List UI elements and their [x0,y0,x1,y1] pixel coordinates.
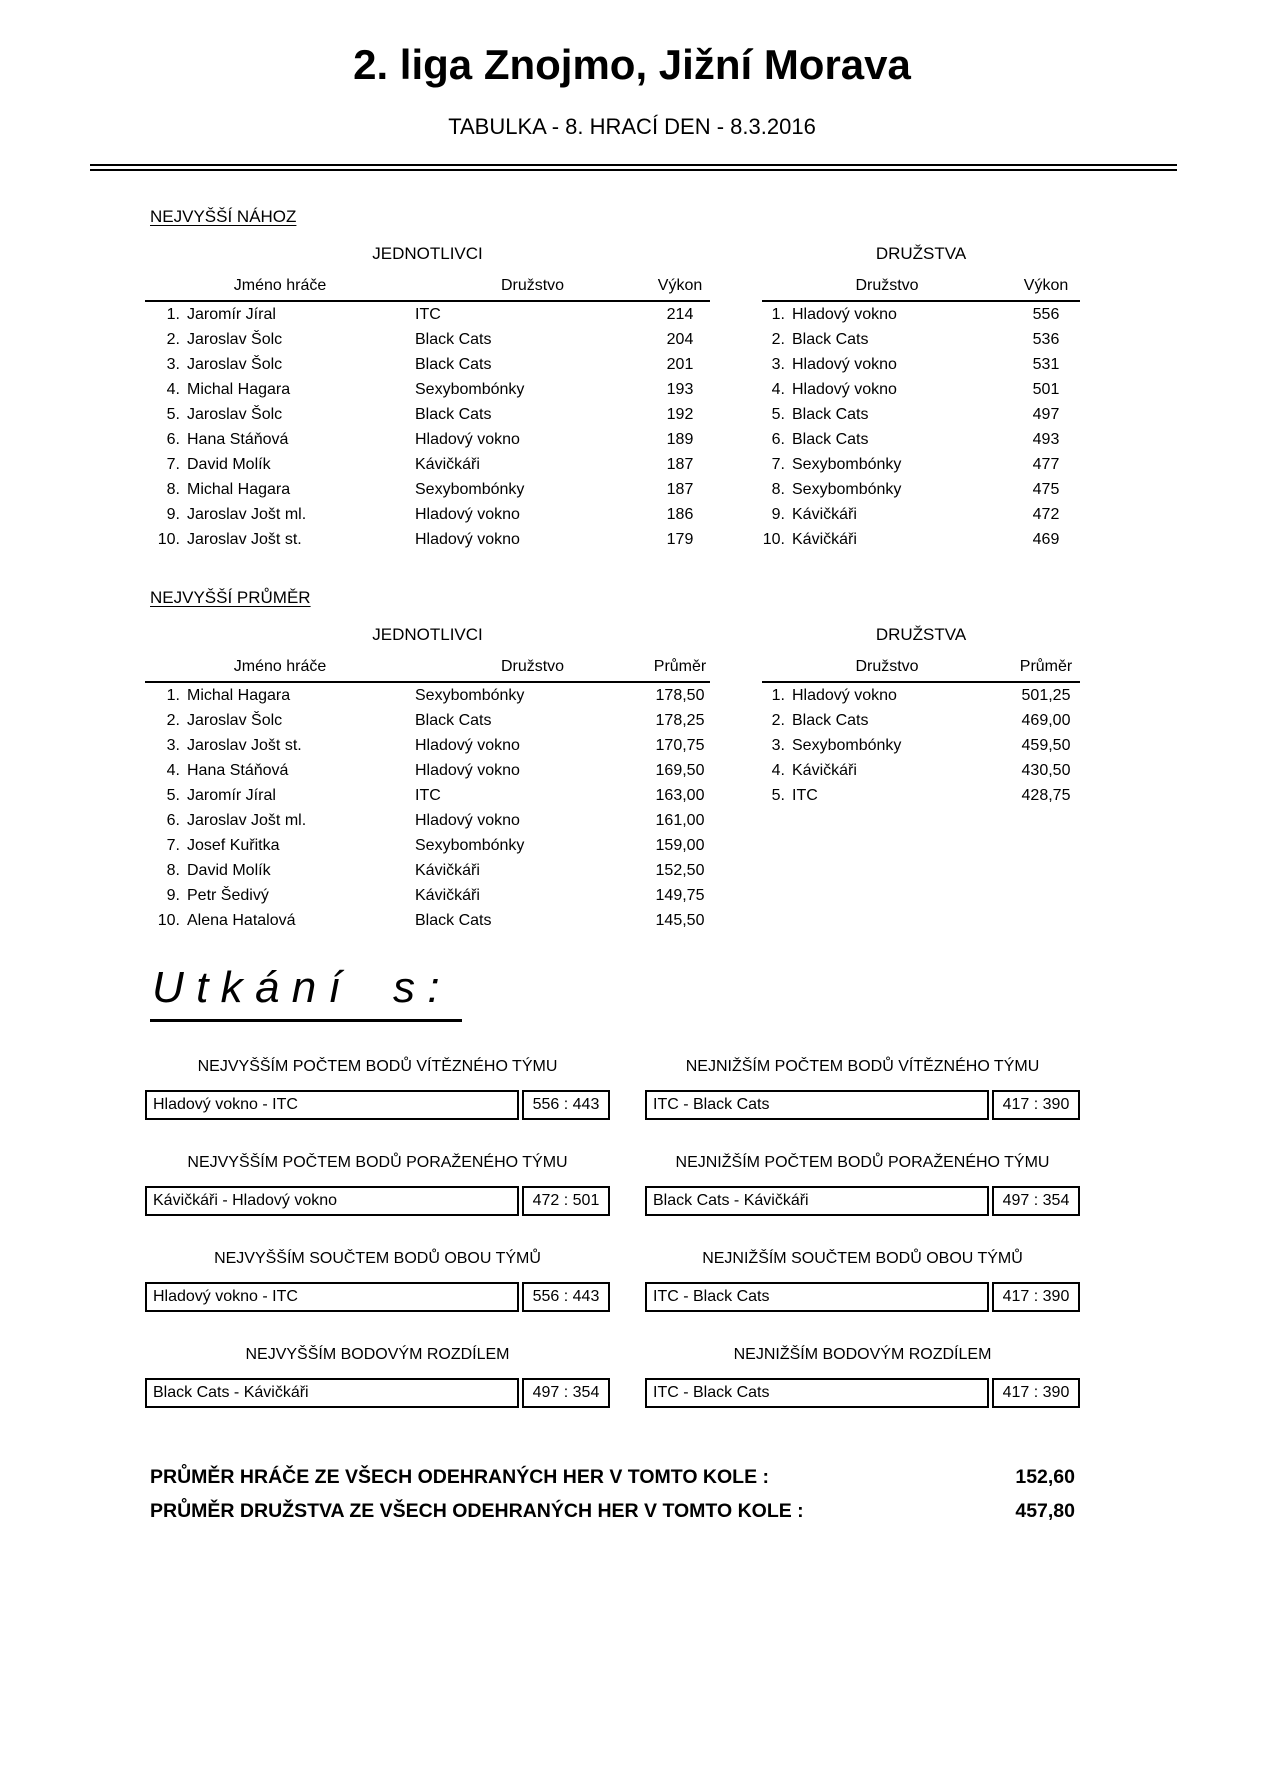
match-pair: ITC - Black Cats [645,1282,989,1312]
value-cell: 497 [1032,405,1060,423]
rank-cell: 6. [771,430,785,448]
match-score: 417 : 390 [992,1378,1080,1408]
prumer-teams-table [762,658,1080,808]
table-row [145,733,710,758]
rank-cell: 4. [771,380,785,398]
table-row [145,808,710,833]
team-cell: Kávičkáři [792,505,857,523]
player-name-cell: Michal Hagara [187,480,291,498]
value-cell: 178,25 [655,711,705,729]
match-label: NEJNIŽŠÍM SOUČTEM BODŮ OBOU TÝMŮ [702,1250,1023,1268]
value-cell: 187 [666,480,694,498]
rank-cell: 10. [157,530,180,548]
match-box [645,1090,1080,1120]
value-cell: 149,75 [655,886,705,904]
column-header-value: Průměr [650,658,710,682]
team-cell: Sexybombónky [415,836,525,854]
player-name-cell: Michal Hagara [187,380,291,398]
prumer-individuals-block [145,608,710,933]
value-cell: 469,00 [1021,711,1071,729]
table-row [145,833,710,858]
rank-cell: 1. [166,305,180,323]
value-cell: 459,50 [1021,736,1071,754]
team-cell: Hladový vokno [792,305,897,323]
column-header-team: Družstvo [415,658,650,682]
rank-cell: 5. [771,405,785,423]
content [145,207,1080,1528]
table-row [145,477,710,502]
table-row [145,908,710,933]
match-item [645,1058,1080,1120]
nahoz-individuals-block [145,227,710,552]
team-cell: Black Cats [415,711,492,729]
table-header-row [762,277,1080,301]
summary-label: PRŮMĚR DRUŽSTVA ZE VŠECH ODEHRANÝCH HER V TOMTO KOLE : [150,1500,804,1523]
player-name-cell: Josef Kuřitka [187,836,280,854]
match-label: NEJNIŽŠÍM POČTEM BODŮ VÍTĚZNÉHO TÝMU [685,1058,1040,1076]
rank-cell: 6. [166,811,180,829]
match-score: 556 : 443 [522,1282,610,1312]
team-cell: Black Cats [415,355,492,373]
player-name-cell: Jaroslav Šolc [187,355,283,373]
table-row [762,427,1080,452]
table-header-row [145,277,710,301]
value-cell: 159,00 [655,836,705,854]
team-cell: Black Cats [792,430,869,448]
team-cell: Hladový vokno [415,761,520,779]
match-score: 497 : 354 [522,1378,610,1408]
team-cell: Sexybombónky [792,736,902,754]
column-header-player: Jméno hráče [145,277,415,301]
value-cell: 475 [1032,480,1060,498]
table-row [145,301,710,327]
player-name-cell: Jaroslav Šolc [187,330,283,348]
player-name-cell: Jaromír Jíral [187,305,276,323]
match-box [145,1378,610,1408]
value-cell: 186 [666,505,694,523]
team-cell: Black Cats [792,405,869,423]
player-name-cell: Jaromír Jíral [187,786,276,804]
column-header-team: Družstvo [415,277,650,301]
table-row [762,783,1080,808]
rank-cell: 8. [166,480,180,498]
value-cell: 469 [1032,530,1060,548]
table-row [762,477,1080,502]
team-cell: Hladový vokno [415,736,520,754]
value-cell: 189 [666,430,694,448]
nahoz-teams-table [762,277,1080,552]
column-header-team: Družstvo [762,658,1012,682]
table-row [145,858,710,883]
table-row [762,452,1080,477]
matches-grid [145,1058,1080,1408]
team-cell: Kávičkáři [792,530,857,548]
team-cell: Kávičkáři [792,761,857,779]
value-cell: 493 [1032,430,1060,448]
table-row [762,527,1080,552]
table-row [145,402,710,427]
page-title: 2. liga Znojmo, Jižní Morava [353,41,911,88]
table-header-row [762,658,1080,682]
table-title-teams: DRUŽSTVA [875,244,967,264]
rank-cell: 7. [166,836,180,854]
team-cell: ITC [792,786,818,804]
value-cell: 179 [666,530,694,548]
match-item [645,1346,1080,1408]
player-name-cell: Alena Hatalová [187,911,296,929]
table-title-individuals: JEDNOTLIVCI [372,244,483,264]
rank-cell: 1. [771,686,785,704]
table-row [145,758,710,783]
table-row [762,327,1080,352]
team-cell: Kávičkáři [415,861,480,879]
team-cell: Sexybombónky [415,686,525,704]
table-row [145,327,710,352]
value-cell: 170,75 [655,736,705,754]
value-cell: 214 [666,305,694,323]
team-cell: Kávičkáři [415,886,480,904]
table-row [762,682,1080,708]
rank-cell: 5. [166,405,180,423]
prumer-tables [145,608,1080,933]
rank-cell: 4. [166,380,180,398]
table-header-row [145,658,710,682]
section-heading-nahoz: NEJVYŠŠÍ NÁHOZ [150,207,297,227]
summary-value: 152,60 [1015,1466,1075,1489]
team-cell: Hladový vokno [415,811,520,829]
match-label: NEJVYŠŠÍM POČTEM BODŮ VÍTĚZNÉHO TÝMU [197,1058,558,1076]
match-score: 497 : 354 [992,1186,1080,1216]
table-row [145,527,710,552]
rank-cell: 3. [166,736,180,754]
nahoz-teams-block [762,227,1080,552]
summary-label: PRŮMĚR HRÁČE ZE VŠECH ODEHRANÝCH HER V TOMTO KOLE : [150,1466,769,1489]
match-label: NEJVYŠŠÍM SOUČTEM BODŮ OBOU TÝMŮ [214,1250,541,1268]
match-score: 472 : 501 [522,1186,610,1216]
nahoz-individuals-table [145,277,710,552]
rank-cell: 3. [771,355,785,373]
value-cell: 556 [1032,305,1060,323]
match-item [145,1058,610,1120]
player-name-cell: Petr Šedivý [187,886,269,904]
match-score: 417 : 390 [992,1282,1080,1312]
column-header-value: Průměr [1012,658,1080,682]
value-cell: 152,50 [655,861,705,879]
table-row [145,708,710,733]
player-name-cell: Jaroslav Šolc [187,711,283,729]
value-cell: 501,25 [1021,686,1071,704]
table-row [145,452,710,477]
table-row [145,783,710,808]
rank-cell: 2. [166,330,180,348]
match-pair: ITC - Black Cats [645,1378,989,1408]
value-cell: 161,00 [655,811,705,829]
player-name-cell: Hana Stáňová [187,430,289,448]
team-cell: Sexybombónky [792,455,902,473]
table-row [762,758,1080,783]
match-item [145,1250,610,1312]
rank-cell: 9. [771,505,785,523]
match-pair: Hladový vokno - ITC [145,1090,519,1120]
table-row [145,502,710,527]
summary-line [145,1494,1075,1528]
player-name-cell: Michal Hagara [187,686,291,704]
page-subtitle: TABULKA - 8. HRACÍ DEN - 8.3.2016 [448,114,816,140]
match-item [645,1250,1080,1312]
match-box [645,1378,1080,1408]
team-cell: Hladový vokno [792,686,897,704]
match-pair: Black Cats - Kávičkáři [145,1378,519,1408]
summary-line [145,1460,1075,1494]
team-cell: ITC [415,786,441,804]
nahoz-tables [145,227,1080,552]
rank-cell: 2. [771,711,785,729]
team-cell: Hladový vokno [415,430,520,448]
summary-value: 457,80 [1015,1500,1075,1523]
rank-cell: 10. [762,530,785,548]
prumer-teams-block [762,608,1080,808]
team-cell: Black Cats [415,405,492,423]
player-name-cell: Jaroslav Jošt st. [187,530,302,548]
column-header-player: Jméno hráče [145,658,415,682]
team-cell: Black Cats [415,330,492,348]
value-cell: 187 [666,455,694,473]
column-header-value: Výkon [1012,277,1080,301]
value-cell: 531 [1032,355,1060,373]
match-item [145,1154,610,1216]
column-header-value: Výkon [650,277,710,301]
table-row [762,733,1080,758]
rank-cell: 6. [166,430,180,448]
team-cell: Black Cats [792,711,869,729]
team-cell: Black Cats [792,330,869,348]
match-score: 417 : 390 [992,1090,1080,1120]
match-pair: Black Cats - Kávičkáři [645,1186,989,1216]
match-pair: ITC - Black Cats [645,1090,989,1120]
rank-cell: 3. [771,736,785,754]
table-row [762,301,1080,327]
team-cell: Hladový vokno [792,355,897,373]
team-cell: Sexybombónky [415,380,525,398]
value-cell: 430,50 [1021,761,1071,779]
value-cell: 178,50 [655,686,705,704]
team-cell: Sexybombónky [415,480,525,498]
match-box [645,1282,1080,1312]
rank-cell: 1. [166,686,180,704]
player-name-cell: David Molík [187,455,271,473]
team-cell: Hladový vokno [415,505,520,523]
rank-cell: 3. [166,355,180,373]
summary [145,1460,1075,1528]
rank-cell: 5. [166,786,180,804]
rank-cell: 4. [166,761,180,779]
match-label: NEJVYŠŠÍM POČTEM BODŮ PORAŽENÉHO TÝMU [187,1154,568,1172]
matches-heading: Utkání s: [145,963,1080,1022]
table-row [762,352,1080,377]
table-row [145,883,710,908]
rank-cell: 7. [771,455,785,473]
rank-cell: 5. [771,786,785,804]
value-cell: 477 [1032,455,1060,473]
match-pair: Hladový vokno - ITC [145,1282,519,1312]
match-label: NEJVYŠŠÍM BODOVÝM ROZDÍLEM [245,1346,510,1364]
rank-cell: 7. [166,455,180,473]
value-cell: 472 [1032,505,1060,523]
value-cell: 192 [666,405,694,423]
match-box [145,1186,610,1216]
table-row [145,427,710,452]
match-item [645,1154,1080,1216]
table-title-teams: DRUŽSTVA [875,625,967,645]
rank-cell: 4. [771,761,785,779]
table-row [762,502,1080,527]
player-name-cell: Jaroslav Jošt ml. [187,811,307,829]
value-cell: 193 [666,380,694,398]
player-name-cell: Jaroslav Jošt st. [187,736,302,754]
match-box [645,1186,1080,1216]
prumer-individuals-table [145,658,710,933]
rank-cell: 8. [166,861,180,879]
table-title-individuals: JEDNOTLIVCI [372,625,483,645]
table-row [145,377,710,402]
value-cell: 204 [666,330,694,348]
value-cell: 169,50 [655,761,705,779]
player-name-cell: David Molík [187,861,271,879]
rank-cell: 2. [771,330,785,348]
value-cell: 201 [666,355,694,373]
rank-cell: 8. [771,480,785,498]
rank-cell: 9. [166,505,180,523]
team-cell: Hladový vokno [415,530,520,548]
column-header-team: Družstvo [762,277,1012,301]
table-row [145,682,710,708]
player-name-cell: Jaroslav Šolc [187,405,283,423]
match-score: 556 : 443 [522,1090,610,1120]
rank-cell: 1. [771,305,785,323]
header-divider [90,164,1177,171]
match-label: NEJNIŽŠÍM POČTEM BODŮ PORAŽENÉHO TÝMU [675,1154,1050,1172]
table-row [762,708,1080,733]
rank-cell: 10. [157,911,180,929]
match-label: NEJNIŽŠÍM BODOVÝM ROZDÍLEM [733,1346,992,1364]
rank-cell: 9. [166,886,180,904]
team-cell: Hladový vokno [792,380,897,398]
table-row [145,352,710,377]
match-box [145,1090,610,1120]
section-heading-prumer: NEJVYŠŠÍ PRŮMĚR [150,588,311,608]
table-row [762,402,1080,427]
match-box [145,1282,610,1312]
value-cell: 163,00 [655,786,705,804]
player-name-cell: Jaroslav Jošt ml. [187,505,307,523]
value-cell: 145,50 [655,911,705,929]
value-cell: 428,75 [1021,786,1071,804]
team-cell: Black Cats [415,911,492,929]
match-item [145,1346,610,1408]
team-cell: Sexybombónky [792,480,902,498]
team-cell: Kávičkáři [415,455,480,473]
team-cell: ITC [415,305,441,323]
match-pair: Kávičkáři - Hladový vokno [145,1186,519,1216]
value-cell: 536 [1032,330,1060,348]
value-cell: 501 [1032,380,1060,398]
player-name-cell: Hana Stáňová [187,761,289,779]
rank-cell: 2. [166,711,180,729]
table-row [762,377,1080,402]
